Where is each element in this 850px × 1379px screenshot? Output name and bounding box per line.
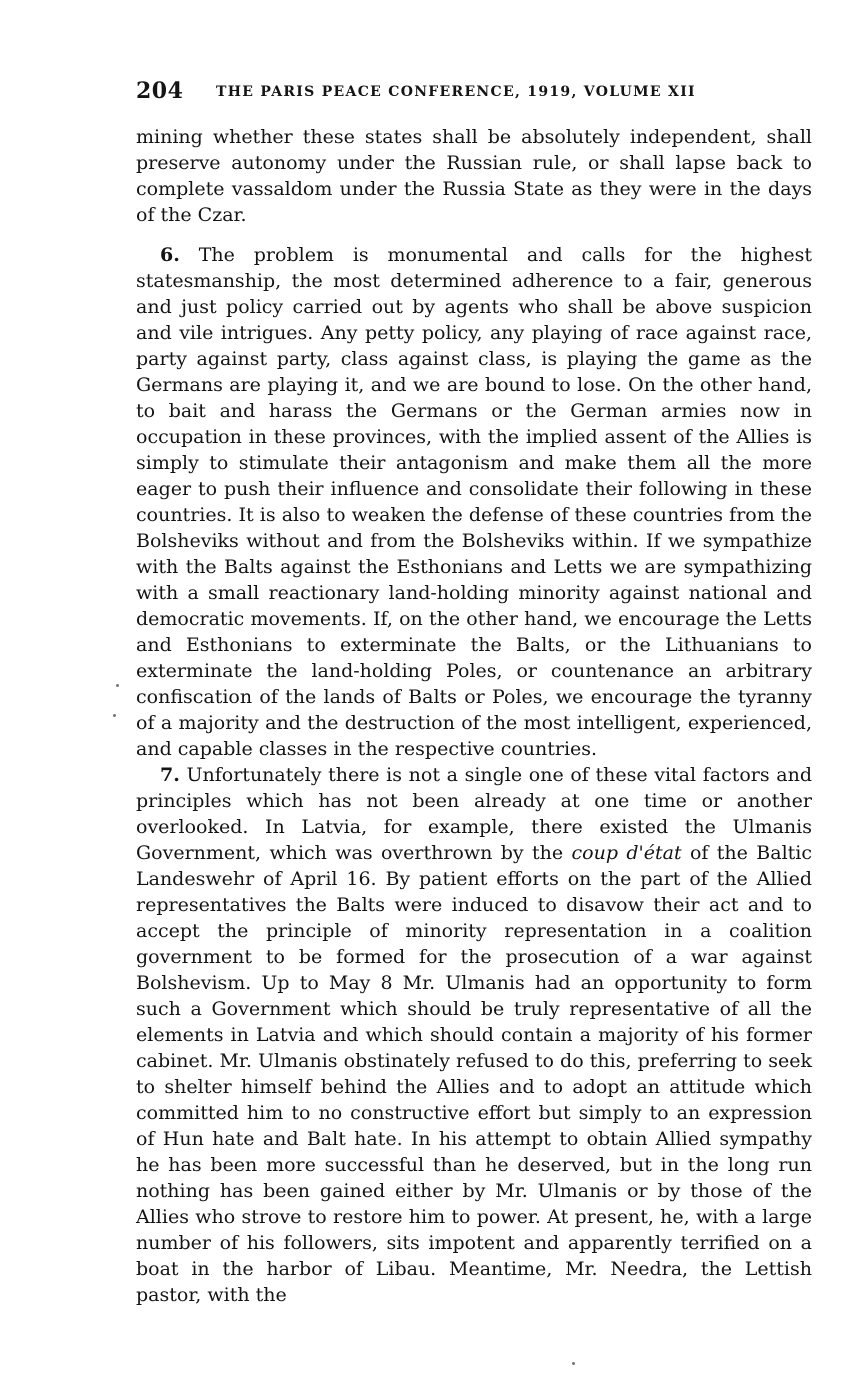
paragraph-6-text: The problem is monumental and calls for the highest statesmanship, the most determined adherence to a fair, generous and just policy carried out by agents who shall be above suspicion and vile intrigues. Any petty policy, any playing of race against race, party against party, class against class, is playing the game as the Germans are playing it, and we are bound to lose. On the other hand, to bait and harass the Germans or the German armies now in occupation in these provinces, with the implied assent of the Allies is simply to stimulate their antagonism and make them all the more eager to push their influence and consolidate their following in these countries. It is also to weaken the defense of these countries from the Bolsheviks without and from the Bolsheviks within. If we sympathize with the Balts against the Esthonians and Letts we are sympathizing with a small reactionary land-holding minority against national and democratic movements. If, on the other hand, we encourage the Letts and Esthonians to exterminate the Balts, or the Lithuanians to exterminate the land-holding Poles, or countenance an arbitrary confiscation of the lands of Balts or Poles, we encourage the tyranny of a majority and the destruction of the most intelligent, experienced, and capable classes in the respective countries. (136, 244, 813, 760)
paragraph-7-italic-phrase: coup d'état (571, 842, 682, 864)
continuation-paragraph: mining whether these states shall be absolutely independent, shall preserve autonomy under the Russian rule, or shall lapse back to complete vassaldom under the Russia State as they were in the days of the Czar. (136, 126, 812, 226)
paragraph-7-number: 7. (160, 764, 180, 786)
page-number: 204 (136, 78, 184, 104)
scan-speck (116, 684, 119, 687)
body-text (136, 124, 812, 1308)
paragraph-6 (136, 242, 812, 762)
running-title: THE PARIS PEACE CONFERENCE, 1919, VOLUME XII (216, 84, 696, 100)
paragraph-7-text-end: of the Baltic Landeswehr of April 16. By patient efforts on the part of the Allied representatives the Balts were induced to disavow their act and to accept the principle of minority representation in a coalition government to be formed for the prosecution of a war against Bolshevism. Up to May 8 Mr. Ulmanis had an opportunity to form such a Government which should be truly representative of all the elements in Latvia and which should contain a majority of his former cabinet. Mr. Ulmanis obstinately refused to do this, preferring to seek to shelter himself behind the Allies and to adopt an attitude which committed him to no constructive effort but simply to an expression of Hun hate and Balt hate. In his attempt to obtain Allied sympathy he has been more successful than he deserved, but in the long run nothing has been gained either by Mr. Ulmanis or by those of the Allies who strove to restore him to power. At present, he, with a large number of his followers, sits impotent and apparently terrified on a boat in the harbor of Libau. Meantime, Mr. Needra, the Lettish pastor, with the (136, 842, 812, 1306)
paragraph-6-number: 6. (160, 244, 180, 266)
scan-speck (572, 1362, 575, 1365)
running-header (136, 76, 812, 110)
paragraph-7-text-start: Unfortunately there is not a single one of these vital factors and principles which has not been already at one time or another overlooked. In Latvia, for example, there existed the Ulmanis Government, which was overthrown by the (136, 764, 812, 864)
paragraph-7 (136, 762, 812, 1308)
scan-speck (113, 714, 116, 717)
document-page (136, 76, 812, 1308)
